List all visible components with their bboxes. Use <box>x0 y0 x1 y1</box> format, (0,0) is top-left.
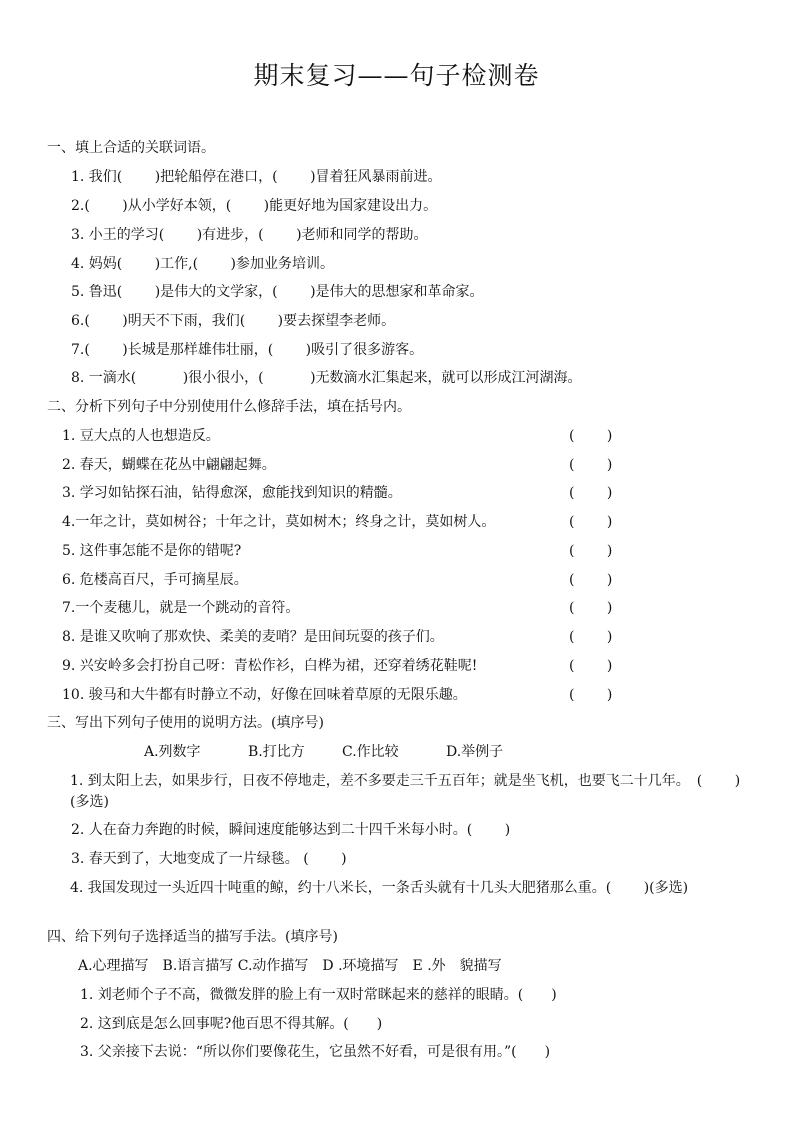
section2-item-10: 10. 骏马和大牛都有时静立不动，好像在回味着草原的无限乐趣。 <box>62 687 467 703</box>
section3-option-a: A.列数字 <box>144 744 201 760</box>
section2-answer-3[interactable]: ( ) <box>569 485 613 501</box>
section3-option-b: B.打比方 <box>248 744 305 760</box>
section2-item-8: 8. 是谁又吹响了那欢快、柔美的麦哨？是田间玩耍的孩子们。 <box>62 629 444 645</box>
section2-answer-6[interactable]: ( ) <box>569 572 613 588</box>
section4-heading: 四、给下列句子选择适当的描写手法。(填序号) <box>47 929 338 945</box>
section2-item-6: 6. 危楼高百尺，手可摘星辰。 <box>62 572 248 588</box>
section3-item-1: 1. 到太阳上去，如果步行，日夜不停地走，差不多要走三千五百年；就是坐飞机，也要飞二十几年。 ( )(多选) <box>70 773 741 810</box>
section2-answer-9[interactable]: ( ) <box>569 658 613 674</box>
section2-answer-8[interactable]: ( ) <box>569 629 613 645</box>
section2-item-7: 7.一个麦穗儿，就是一个跳动的音符。 <box>62 600 300 616</box>
section2-answer-1[interactable]: ( ) <box>569 428 613 444</box>
section3-option-c: C.作比较 <box>342 744 399 760</box>
section4-options: A.心理描写 B.语言描写 C.动作描写 D .环境描写 E .外 貌描写 <box>78 958 502 974</box>
section1-item-3: 3. 小王的学习( )有进步，( )老师和同学的帮助。 <box>71 227 428 243</box>
section3-option-d: D.举例子 <box>446 744 504 760</box>
section1-item-2: 2.( )从小学好本领，( )能更好地为国家建设出力。 <box>71 198 438 214</box>
section3-heading: 三、写出下列句子使用的说明方法。(填序号) <box>47 715 324 731</box>
section2-item-2: 2. 春天，蝴蝶在花丛中翩翩起舞。 <box>62 457 276 473</box>
section1-item-5: 5. 鲁迅( )是伟大的文学家，( )是伟大的思想家和革命家。 <box>71 284 484 300</box>
section2-item-3: 3. 学习如钻探石油，钻得愈深，愈能找到知识的精髓。 <box>62 485 402 501</box>
section2-answer-4[interactable]: ( ) <box>569 514 613 530</box>
section2-answer-10[interactable]: ( ) <box>569 687 613 703</box>
section4-item-3: 3. 父亲接下去说：“所以你们要像花生，它虽然不好看，可是很有用。”( ) <box>80 1044 551 1060</box>
section2-item-9: 9. 兴安岭多会打扮自己呀：青松作衫，白桦为裙，还穿着绣花鞋呢! <box>62 658 478 674</box>
section2-answer-7[interactable]: ( ) <box>569 600 613 616</box>
section2-item-1: 1. 豆大点的人也想造反。 <box>62 428 220 444</box>
section3-item-2: 2. 人在奋力奔跑的时候，瞬间速度能够达到二十四千米每小时。( ) <box>71 822 511 838</box>
section3-item-3: 3. 春天到了，大地变成了一片绿毯。 ( ) <box>71 851 347 867</box>
section3-item-4: 4. 我国发现过一头近四十吨重的鲸，约十八米长，一条舌头就有十几头大肥猪那么重。( )(多选) <box>70 880 689 896</box>
page-title: 期末复习——句子检测卷 <box>253 61 540 90</box>
section1-item-8: 8. 一滴水( )很小很小，( )无数滴水汇集起来，就可以形成江河湖海。 <box>71 370 582 386</box>
section4-item-2: 2. 这到底是怎么回事呢?他百思不得其解。( ) <box>80 1016 383 1032</box>
section1-item-1: 1. 我们( )把轮船停在港口，( )冒着狂风暴雨前进。 <box>71 169 442 185</box>
section2-answer-2[interactable]: ( ) <box>569 457 613 473</box>
section2-item-5: 5. 这件事怎能不是你的错呢? <box>62 543 242 559</box>
section2-item-4: 4.一年之计，莫如树谷；十年之计，莫如树木；终身之计，莫如树人。 <box>62 514 496 530</box>
section4-item-1: 1. 刘老师个子不高，微微发胖的脸上有一双时常眯起来的慈祥的眼睛。( ) <box>80 987 557 1003</box>
section1-item-6: 6.( )明天不下雨，我们( )要去探望李老师。 <box>71 313 396 329</box>
section2-heading: 二、分析下列句子中分别使用什么修辞手法，填在括号内。 <box>47 399 411 415</box>
section1-item-4: 4. 妈妈( )工作,( )参加业务培训。 <box>71 256 335 272</box>
section1-heading: 一、填上合适的关联词语。 <box>47 140 215 156</box>
section1-item-7: 7.( )长城是那样雄伟壮丽，( )吸引了很多游客。 <box>71 342 424 358</box>
section2-answer-5[interactable]: ( ) <box>569 543 613 559</box>
